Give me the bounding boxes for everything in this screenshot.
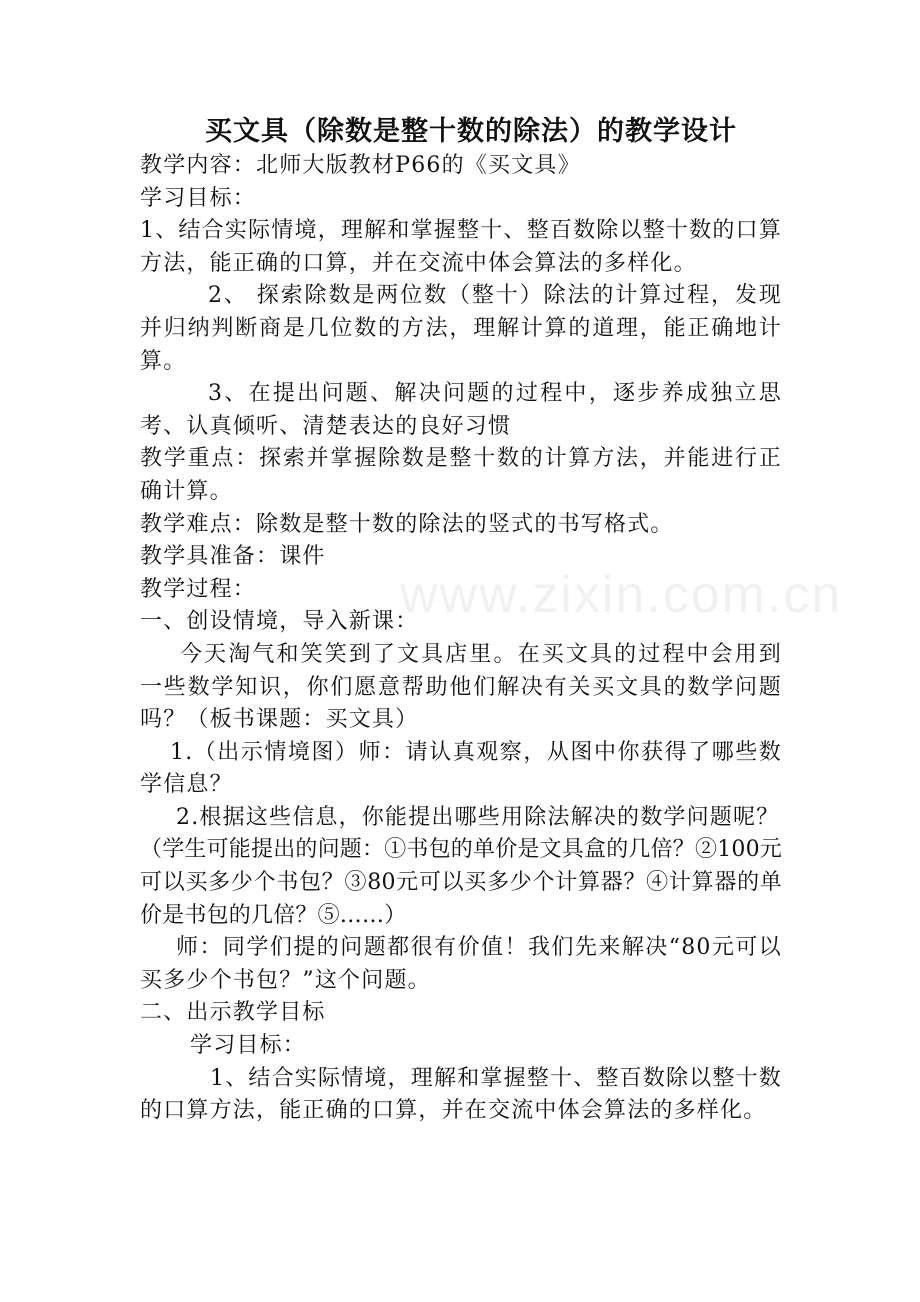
student-questions: （学生可能提出的问题：①书包的单价是文具盒的几倍？②100元可以买多少个书包？③80元可以买多少个计算器？④计算器的单价是书包的几倍？⑤……）: [140, 837, 782, 928]
learning-goal-2: 2、 探索除数是两位数（整十）除法的计算过程，发现并归纳判断商是几位数的方法，理解计算的道理，能正确地计算。: [140, 283, 782, 374]
learning-goals-heading: 学习目标：: [140, 185, 257, 211]
document-body: [140, 150, 782, 1128]
learning-goal-1-repeat: 1、结合实际情境，理解和掌握整十、整百数除以整十数的口算方法，能正确的口算，并在交流中体会算法的多样化。: [140, 1065, 782, 1124]
teacher-remark: 师：同学们提的问题都很有价值！我们先来解决“80元可以买多少个书包？”这个问题。: [140, 935, 782, 993]
section-1-heading: 一、创设情境，导入新课：: [140, 609, 419, 635]
difficulty-point: 教学难点：除数是整十数的除法的竖式的书写格式。: [140, 511, 674, 537]
materials-line: 教学具准备：课件: [140, 544, 326, 570]
step-1: 1.（出示情境图）师：请认真观察，从图中你获得了哪些数学信息？: [140, 739, 782, 798]
key-point: 教学重点：探索并掌握除数是整十数的计算方法，并能进行正确计算。: [140, 446, 782, 504]
teaching-content-line: 教学内容：北师大版教材P66的《买文具》: [140, 153, 581, 178]
watermark: www.zixin.com.cn: [400, 566, 843, 624]
learning-goal-1: 1、结合实际情境，理解和掌握整十、整百数除以整十数的口算方法，能正确的口算，并在交流中体会算法的多样化。: [140, 218, 782, 276]
step-2: 2.根据这些信息，你能提出哪些用除法解决的数学问题呢？: [176, 804, 780, 830]
section-2-heading: 二、出示教学目标: [140, 1000, 326, 1026]
document-title: 买文具（除数是整十数的除法）的教学设计: [205, 116, 737, 147]
learning-goals-heading-2: 学习目标：: [190, 1033, 307, 1059]
learning-goal-3: 3、在提出问题、解决问题的过程中，逐步养成独立思考、认真倾听、清楚表达的良好习惯: [140, 381, 782, 439]
intro-paragraph: 今天淘气和笑笑到了文具店里。在买文具的过程中会用到一些数学知识，你们愿意帮助他们解决有关买文具的数学问题吗？（板书课题：买文具）: [140, 641, 782, 733]
process-heading: 教学过程：: [140, 576, 257, 602]
